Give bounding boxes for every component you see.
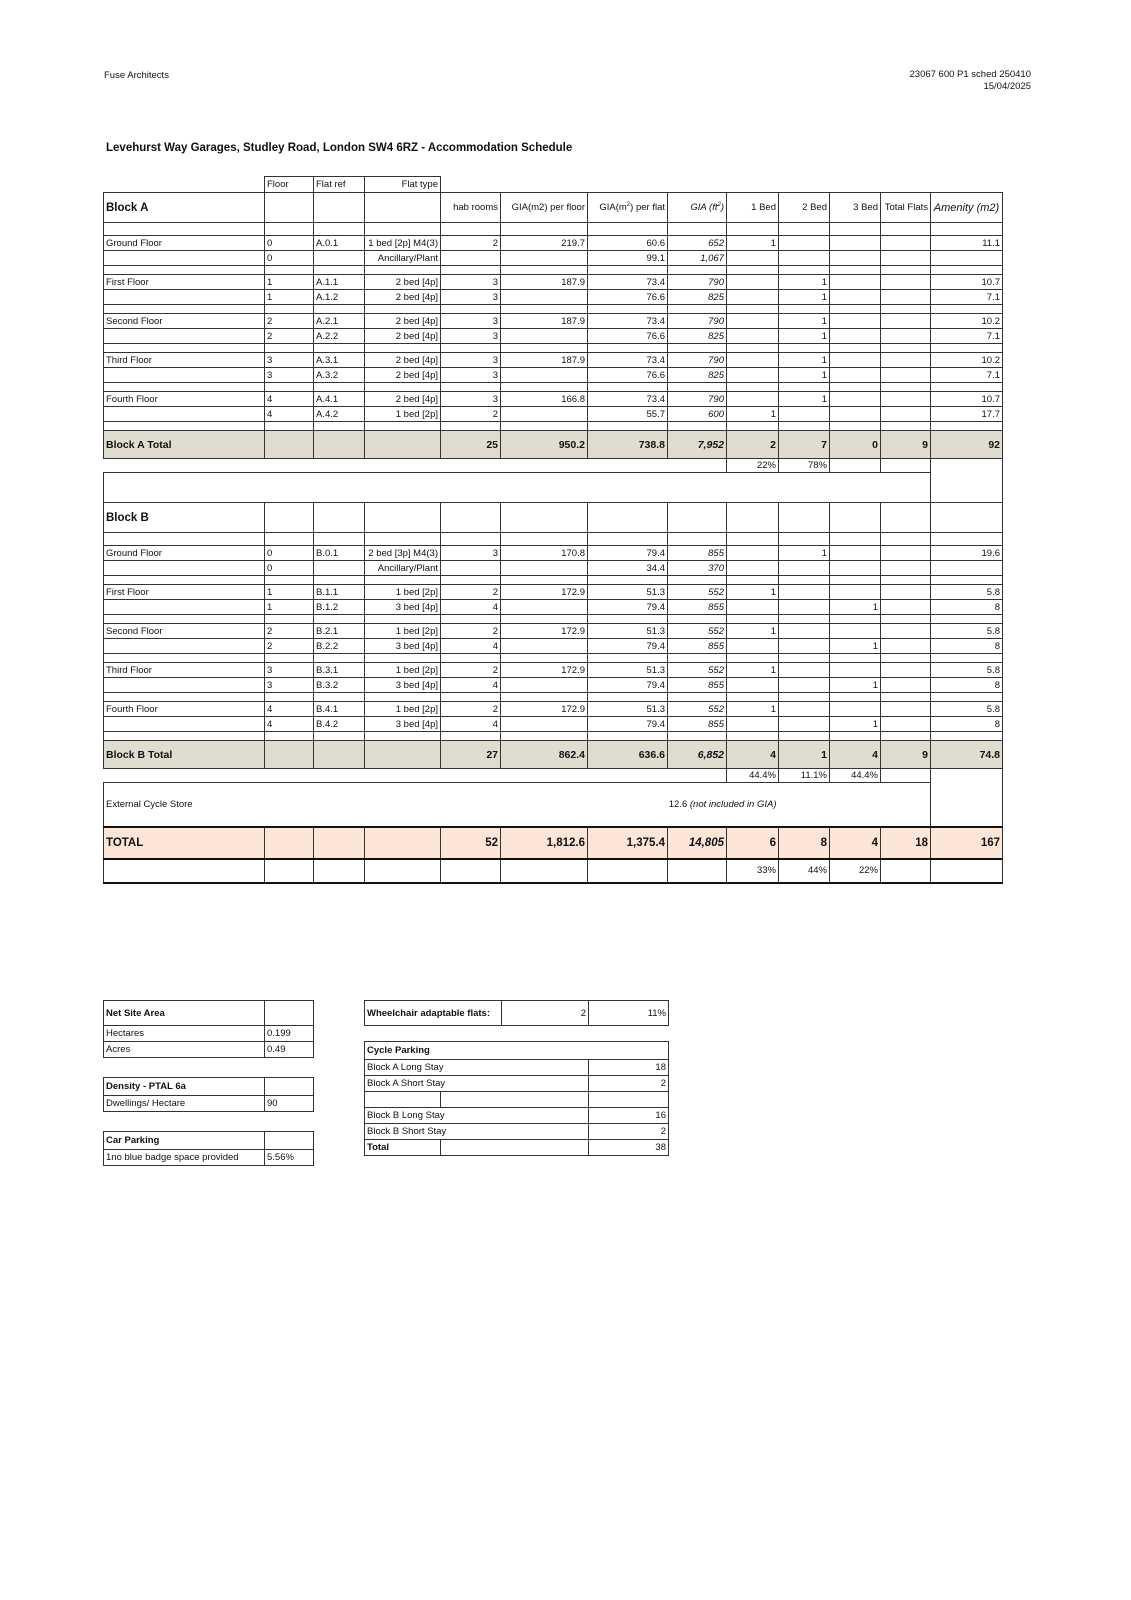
block-a-heading: Block A [104,193,265,223]
table-row: Third Floor 3 B.3.1 1 bed [2p] 2 172.9 51.3 552 1 5.8 [104,663,1003,678]
net-site-area-table: Net Site Area Hectares 0.199 Acres 0.49 [103,1000,314,1058]
block-b-total-row: Block B Total 27 862.4 636.6 6,852 4 1 4 9 74.8 [104,741,1003,769]
col-amenity: Amenity (m2) [931,193,1003,223]
col-floor: Floor [265,177,314,193]
page-title: Levehurst Way Garages, Studley Road, London SW4 6RZ - Accommodation Schedule [106,142,573,154]
col-3-bed: 3 Bed [830,193,881,223]
col-hab-rooms: hab rooms [441,193,501,223]
block-a-percent-row: 22% 78% [104,459,1003,473]
table-row: Third Floor 3 A.3.1 2 bed [4p] 3 187.9 73.4 790 1 10.2 [104,353,1003,368]
cycle-parking-table: Cycle Parking Block A Long Stay 18 Block A Short Stay 2 Block B Long Stay 16 Block B Short Stay 2 Total 38 [364,1041,669,1156]
accommodation-schedule-table [103,176,1003,884]
grand-percent-row: 33% 44% 22% [104,859,1003,883]
block-b-percent-row: 44.4% 11.1% 44.4% [104,769,1003,783]
external-cycle-store-row: External Cycle Store 12.6 (not included in GIA) [104,783,1003,827]
col-flat-ref: Flat ref [314,177,365,193]
table-row: Ground Floor 0 A.0.1 1 bed [2p] M4(3) 2 219.7 60.6 652 1 11.1 [104,236,1003,251]
wheelchair-table: Wheelchair adaptable flats: 2 11% [364,1000,669,1026]
company-name: Fuse Architects [104,70,169,81]
col-2-bed: 2 Bed [779,193,830,223]
table-row: 4 B.4.2 3 bed [4p] 4 79.4 855 1 8 [104,717,1003,732]
table-row: 1 A.1.2 2 bed [4p] 3 76.6 825 1 7.1 [104,290,1003,305]
table-row: 3 A.3.2 2 bed [4p] 3 76.6 825 1 7.1 [104,368,1003,383]
block-a-total-row: Block A Total 25 950.2 738.8 7,952 2 7 0 9 92 [104,431,1003,459]
table-row: 1 B.1.2 3 bed [4p] 4 79.4 855 1 8 [104,600,1003,615]
table-row: 0 Ancillary/Plant 34.4 370 [104,561,1003,576]
table-row: 3 B.3.2 3 bed [4p] 4 79.4 855 1 8 [104,678,1003,693]
col-gia-floor: GIA(m2) per floor [501,193,588,223]
table-row: 4 A.4.2 1 bed [2p] 2 55.7 600 1 17.7 [104,407,1003,422]
ref-date: 15/04/2025 [983,81,1031,92]
table-row: Second Floor 2 A.2.1 2 bed [4p] 3 187.9 73.4 790 1 10.2 [104,314,1003,329]
car-parking-table: Car Parking 1no blue badge space provided 5.56% [103,1131,314,1166]
table-row: First Floor 1 A.1.1 2 bed [4p] 3 187.9 73.4 790 1 10.7 [104,275,1003,290]
table-row: Ground Floor 0 B.0.1 2 bed [3p] M4(3) 3 170.8 79.4 855 1 19.6 [104,546,1003,561]
table-row: Second Floor 2 B.2.1 1 bed [2p] 2 172.9 51.3 552 1 5.8 [104,624,1003,639]
table-row: 0 Ancillary/Plant 99.1 1,067 [104,251,1003,266]
density-table: Density - PTAL 6a Dwellings/ Hectare 90 [103,1077,314,1112]
table-row: First Floor 1 B.1.1 1 bed [2p] 2 172.9 51.3 552 1 5.8 [104,585,1003,600]
external-cycle-note: (not included in GIA) [689,798,777,810]
block-b-heading: Block B [104,503,265,533]
document-reference [910,69,1032,93]
table-row: Fourth Floor 4 B.4.1 1 bed [2p] 2 172.9 51.3 552 1 5.8 [104,702,1003,717]
col-total-flats: Total Flats [881,193,931,223]
table-row: 2 A.2.2 2 bed [4p] 3 76.6 825 1 7.1 [104,329,1003,344]
col-gia-flat: $GIA(m^2)$ per flat [588,193,668,223]
grand-total-row: TOTAL 52 1,812.6 1,375.4 14,805 6 8 4 18 167 [104,827,1003,859]
table-row: 2 B.2.2 3 bed [4p] 4 79.4 855 1 8 [104,639,1003,654]
col-flat-type: Flat type [365,177,441,193]
ref-number: 23067 600 P1 sched 250410 [909,69,1031,80]
table-row: Fourth Floor 4 A.4.1 2 bed [4p] 3 166.8 73.4 790 1 10.7 [104,392,1003,407]
external-cycle-value: 12.6 [668,798,688,810]
col-gia-ft: GIA $(ft^2)$ [668,193,727,223]
col-1-bed: 1 Bed [727,193,779,223]
